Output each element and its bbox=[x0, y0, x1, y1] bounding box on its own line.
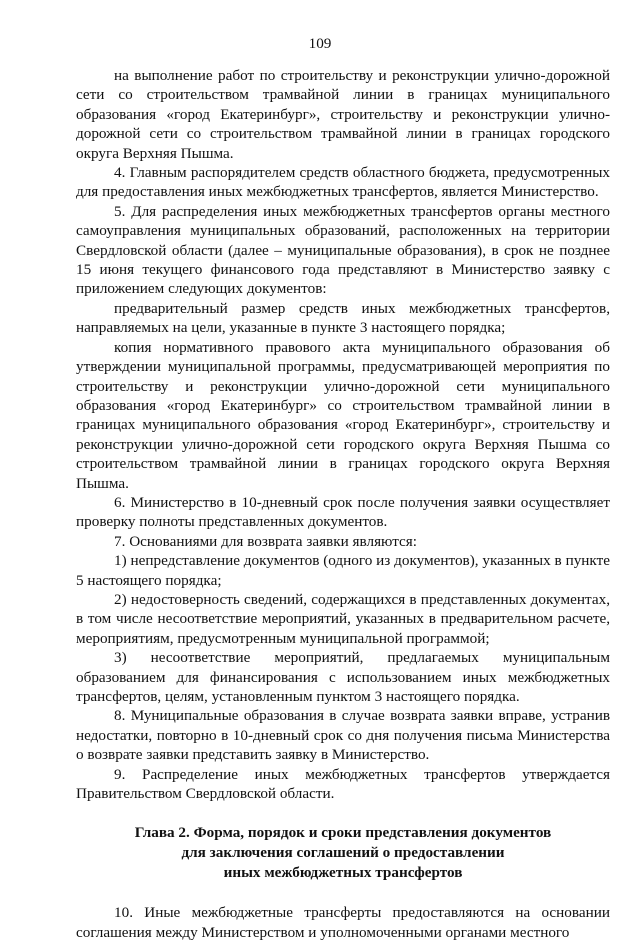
paragraph-6: 6. Министерство в 10-дневный срок после получения заявки осуществляет проверку полноты представленных документов. bbox=[76, 493, 610, 531]
paragraph-7-item-1: 1) непредставление документов (одного из документов), указанных в пункте 5 настоящего порядка; bbox=[76, 552, 610, 589]
page-number: 109 bbox=[308, 35, 332, 52]
chapter-heading-line-1: Глава 2. Форма, порядок и сроки представления документов bbox=[134, 824, 552, 842]
paragraph-8: 8. Муниципальные образования в случае возврата заявки вправе, устранив недостатки, повторно в 10-дневный срок со дня получения письма Министерства о возврате заявки представить заявку в Министерство. bbox=[76, 707, 610, 764]
chapter-heading-line-3: иных межбюджетных трансфертов bbox=[223, 864, 463, 882]
paragraph-7-item-2: 2) недостоверность сведений, содержащихся в представленных документах, в том числе несоответствие мероприятий, указанных в предварительном расчете, мероприятиям, предусмотренным муниципальной программой; bbox=[76, 590, 610, 647]
chapter-heading-line-2: для заключения соглашений о предоставлении bbox=[181, 844, 505, 862]
paragraph-10: 10. Иные межбюджетные трансферты предоставляются на основании соглашения между Министерством и уполномоченными органами местного bbox=[76, 904, 610, 941]
paragraph-5-item-act-copy: копия нормативного правового акта муниципального образования об утверждении муниципальной программы, предусматривающей мероприятия по строительству и реконструкции улично-дорожной сети муниципального образования «город Екатеринбург» со строительством трамвайной линии в границах муниципального образования «город Екатеринбург», строительству и реконструкции улично-дорожной сети городского округа Верхняя Пышма со строительством трамвайной линии в границах городского округа Верхняя Пышма. bbox=[76, 338, 610, 492]
chapter-heading bbox=[76, 823, 610, 883]
document-body bbox=[76, 66, 610, 942]
paragraph-intro: на выполнение работ по строительству и реконструкции улично-дорожной сети со строительством трамвайной линии в границах муниципального образования «город Екатеринбург», строительству и реконструкции улично-дорожной сети со строительством трамвайной линии в границах городского округа Верхняя Пышма. bbox=[76, 67, 610, 162]
paragraph-4: 4. Главным распорядителем средств областного бюджета, предусмотренных для предоставления иных межбюджетных трансфертов, является Министерство. bbox=[76, 164, 610, 201]
paragraph-5-item-amount: предварительный размер средств иных межбюджетных трансфертов, направляемых на цели, указанные в пункте 3 настоящего порядка; bbox=[76, 299, 610, 337]
paragraph-9: 9. Распределение иных межбюджетных трансфертов утверждается Правительством Свердловской области. bbox=[76, 765, 610, 803]
paragraph-7-item-3: 3) несоответствие мероприятий, предлагаемых муниципальным образованием для финансирования с использованием иных межбюджетных трансфертов, целям, установленным пунктом 3 настоящего порядка. bbox=[76, 649, 610, 705]
paragraph-7: 7. Основаниями для возврата заявки являются: bbox=[114, 532, 417, 550]
paragraph-5: 5. Для распределения иных межбюджетных трансфертов органы местного самоуправления муниципальных образований, расположенных на территории Свердловской области (далее – муниципальные образования), в срок не позднее 15 июня текущего финансового года представляют в Министерство заявку с приложением следующих документов: bbox=[76, 202, 610, 298]
